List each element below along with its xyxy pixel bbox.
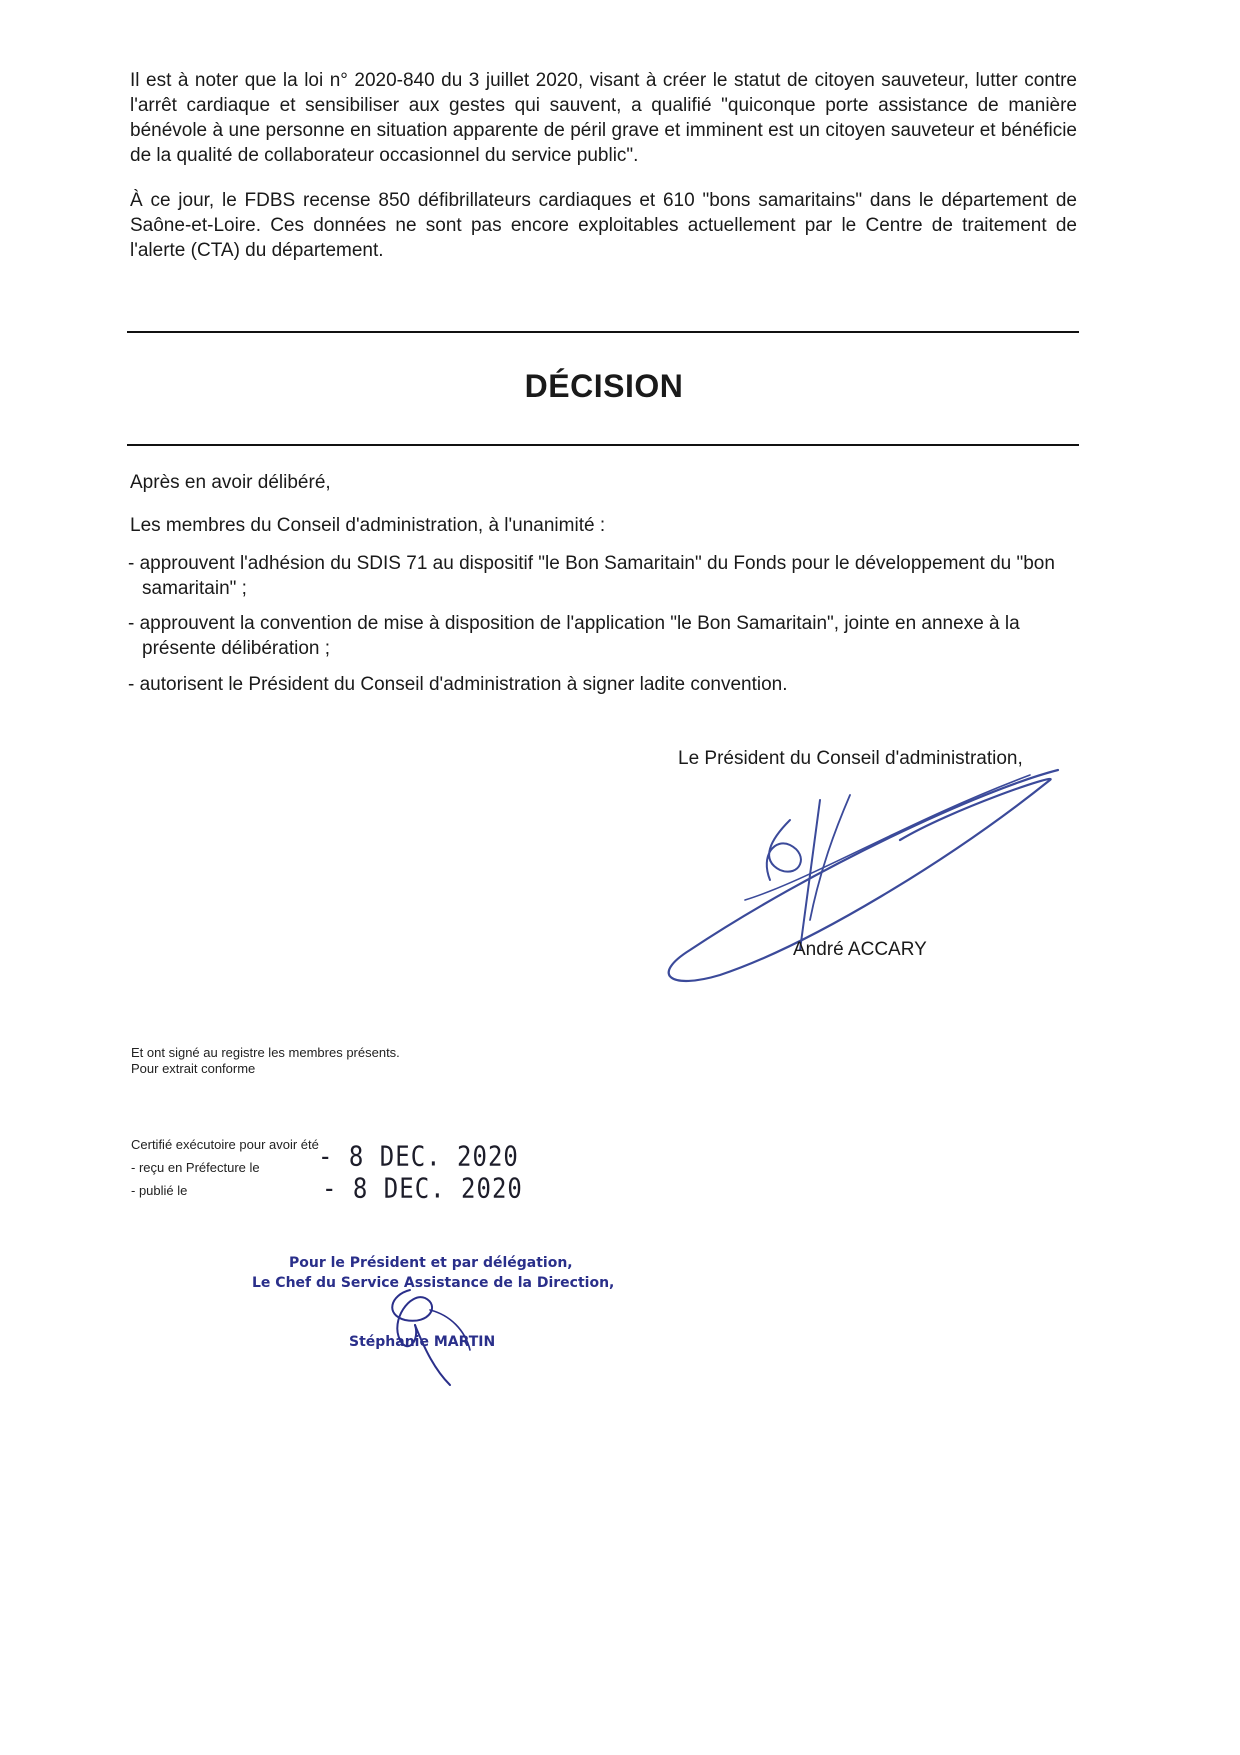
received-label: - reçu en Préfecture le xyxy=(131,1160,260,1175)
decision-top-rule xyxy=(127,331,1079,333)
decision-item-convention: - approuvent la convention de mise à disposition de l'application "le Bon Samaritain", jointe en annexe à la présente délibération ; xyxy=(128,613,1020,659)
delegation-stamp-line2: Le Chef du Service Assistance de la Direction, xyxy=(252,1275,615,1291)
true-extract-note: Pour extrait conforme xyxy=(131,1061,256,1076)
signatory-title: Le Président du Conseil d'administration, xyxy=(678,748,1023,769)
delegate-name: Stéphanie MARTIN xyxy=(349,1334,496,1350)
received-date-stamp: - 8 DEC. 2020 xyxy=(318,1140,519,1173)
decision-title: DÉCISION xyxy=(524,368,684,404)
registry-signed-note: Et ont signé au registre les membres présents. xyxy=(131,1045,400,1060)
deliberated-line: Après en avoir délibéré, xyxy=(130,472,331,493)
certified-label: Certifié exécutoire pour avoir été xyxy=(131,1137,319,1152)
law-note-paragraph: Il est à noter que la loi n° 2020-840 du 3 juillet 2020, visant à créer le statut de citoyen sauveteur, lutter contre l'arrêt cardiaque et sensibiliser aux gestes qui sauvent, a qualifié "quiconque porte assistance de manière bénévole à une personne en situation apparente de péril grave et imminent est un citoyen sauveteur et bénéficie de la qualité de collaborateur occasionnel du service public". xyxy=(130,70,1077,166)
members-intro-line: Les membres du Conseil d'administration, à l'unanimité : xyxy=(130,515,606,536)
decision-item-authorization: - autorisent le Président du Conseil d'administration à signer ladite convention. xyxy=(128,674,788,695)
signatory-name: André ACCARY xyxy=(793,939,927,960)
published-date-stamp: - 8 DEC. 2020 xyxy=(322,1172,523,1205)
published-label: - publié le xyxy=(131,1183,188,1198)
delegation-stamp-line1: Pour le Président et par délégation, xyxy=(289,1255,573,1271)
current-status-paragraph: À ce jour, le FDBS recense 850 défibrillateurs cardiaques et 610 "bons samaritains" dans le département de Saône-et-Loire. Ces données ne sont pas encore exploitables actuellement par le Centre de traitement de l'alerte (CTA) du département. xyxy=(130,190,1077,261)
decision-bottom-rule xyxy=(127,444,1079,446)
decision-item-membership: - approuvent l'adhésion du SDIS 71 au dispositif "le Bon Samaritain" du Fonds pour le développement du "bon samaritain" ; xyxy=(128,553,1055,599)
